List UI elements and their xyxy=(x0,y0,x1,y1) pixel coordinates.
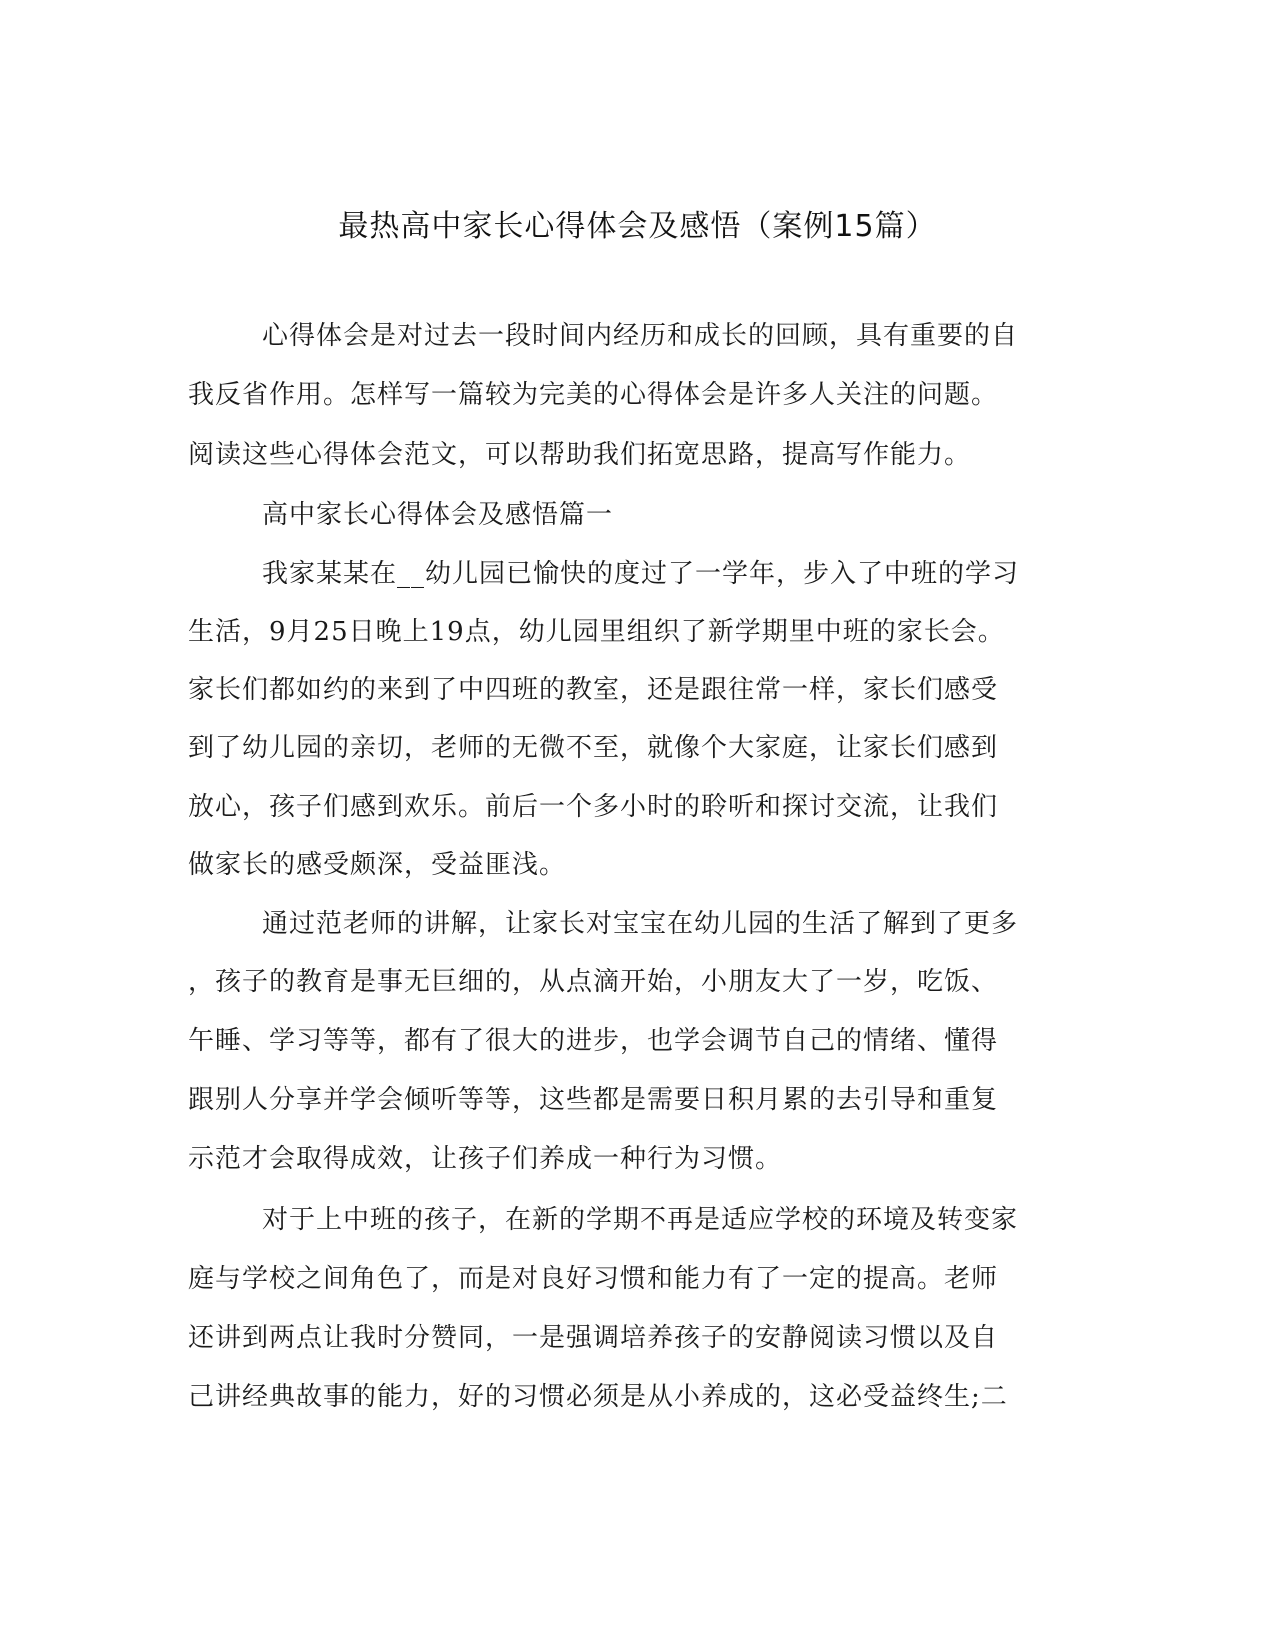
text-line: 对于上中班的孩子，在新的学期不再是适应学校的环境及转变家 xyxy=(262,1205,1019,1235)
text-line: 通过范老师的讲解，让家长对宝宝在幼儿园的生活了解到了更多 xyxy=(262,909,1019,939)
text-line: 放心，孩子们感到欢乐。前后一个多小时的聆听和探讨交流，让我们 xyxy=(188,792,999,822)
text-line: 午睡、学习等等，都有了很大的进步，也学会调节自己的情绪、懂得 xyxy=(188,1026,999,1056)
text-line: 家长们都如约的来到了中四班的教室，还是跟往常一样，家长们感受 xyxy=(188,675,999,705)
section-heading: 高中家长心得体会及感悟篇一 xyxy=(262,500,614,530)
text-line: 己讲经典故事的能力，好的习惯必须是从小养成的，这必受益终生;二 xyxy=(188,1382,1008,1412)
text-line: 还讲到两点让我时分赞同，一是强调培养孩子的安静阅读习惯以及自 xyxy=(188,1323,999,1353)
text-line: 到了幼儿园的亲切，老师的无微不至，就像个大家庭，让家长们感到 xyxy=(188,733,999,763)
text-line: 示范才会取得成效，让孩子们养成一种行为习惯。 xyxy=(188,1144,783,1174)
text-line: 做家长的感受颇深，受益匪浅。 xyxy=(188,850,567,880)
text-line: 我反省作用。怎样写一篇较为完美的心得体会是许多人关注的问题。 xyxy=(188,380,999,410)
text-line: 生活，9月25日晚上19点，幼儿园里组织了新学期里中班的家长会。 xyxy=(188,617,1005,647)
text-line: 庭与学校之间角色了，而是对良好习惯和能力有了一定的提高。老师 xyxy=(188,1264,999,1294)
text-line: 跟别人分享并学会倾听等等，这些都是需要日积月累的去引导和重复 xyxy=(188,1085,999,1115)
text-line: 心得体会是对过去一段时间内经历和成长的回顾，具有重要的自 xyxy=(262,321,1019,351)
text-line: 我家某某在__幼儿园已愉快的度过了一学年，步入了中班的学习 xyxy=(262,559,1020,589)
document-title: 最热高中家长心得体会及感悟（案例15篇） xyxy=(338,209,937,244)
text-line: 阅读这些心得体会范文，可以帮助我们拓宽思路，提高写作能力。 xyxy=(188,440,972,470)
text-line: ，孩子的教育是事无巨细的，从点滴开始，小朋友大了一岁，吃饭、 xyxy=(188,967,999,997)
